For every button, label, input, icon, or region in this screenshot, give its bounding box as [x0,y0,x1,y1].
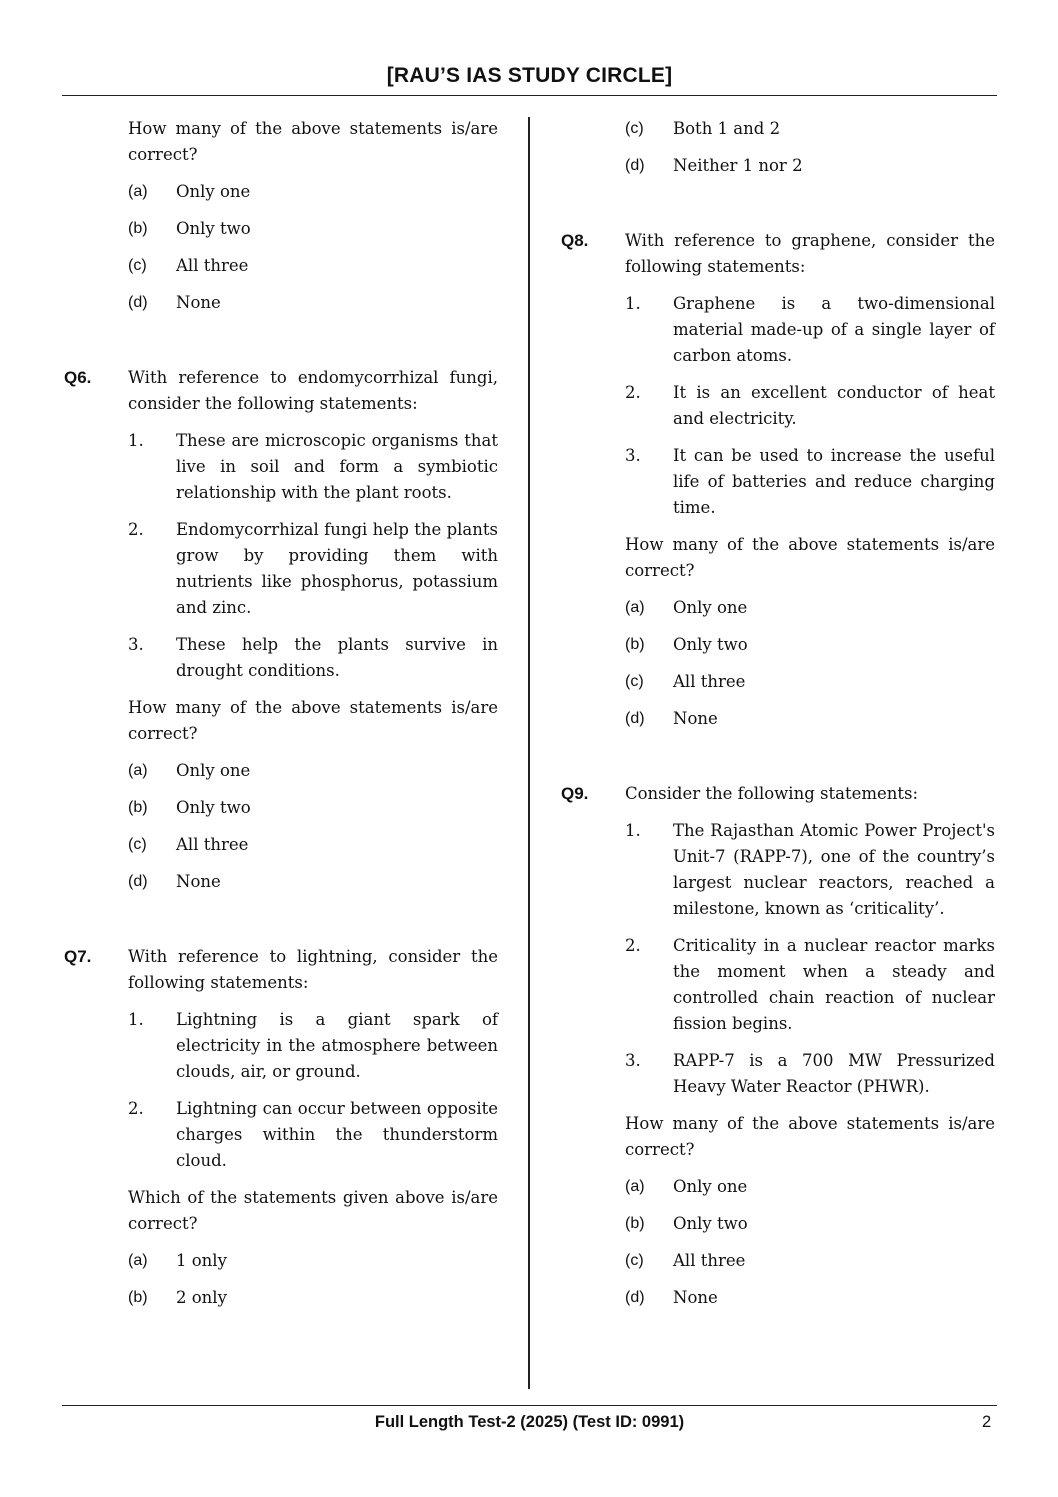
option-c[interactable] [128,253,498,279]
option-a[interactable] [625,595,995,621]
option-d[interactable] [625,1285,995,1311]
statement-3 [625,443,995,521]
statement-list [625,818,995,1100]
option-d[interactable] [625,153,995,179]
statement-number: 3. [128,635,144,654]
statement-2 [128,517,498,621]
option-b[interactable] [128,1285,498,1311]
statement-number: 2. [128,520,144,539]
option-text: Only one [176,182,251,201]
option-letter: (c) [625,120,644,137]
option-text: Neither 1 nor 2 [673,156,803,175]
footer-rule [62,1405,997,1406]
option-text: Only two [176,219,251,238]
statement-text: It can be used to increase the useful life of batteries and reduce charging time. [673,446,995,517]
statement-text: The Rajasthan Atomic Power Project's Unit-7 (RAPP-7), one of the country’s largest nuclear reactors, reached a milestone, known as ‘criticality’. [673,821,995,918]
statement-text: It is an excellent conductor of heat and electricity. [673,383,995,428]
statement-2 [625,380,995,432]
statement-text: Graphene is a two-dimensional material made-up of a single layer of carbon atoms. [673,294,995,365]
option-text: Only one [673,1177,748,1196]
question-prompt: How many of the above statements is/are correct? [625,535,995,580]
question-stem: With reference to lightning, consider the following statements: [128,947,498,992]
option-text: None [176,872,221,891]
statement-2 [625,933,995,1037]
option-text: Both 1 and 2 [673,119,781,138]
statement-number: 3. [625,1051,641,1070]
page-header: [RAU’S IAS STUDY CIRCLE] [386,64,673,87]
question-prompt: Which of the statements given above is/are correct? [128,1188,498,1233]
statement-number: 1. [128,431,144,450]
question-number: Q9. [561,784,589,803]
option-b[interactable] [625,1211,995,1237]
option-a[interactable] [128,758,498,784]
option-b[interactable] [128,216,498,242]
option-text: Only one [176,761,251,780]
question-7-continuation [561,116,995,179]
statement-3 [625,1048,995,1100]
option-text: None [673,709,718,728]
statement-1 [625,291,995,369]
question-8 [561,228,995,732]
option-text: All three [673,672,746,691]
option-letter: (b) [128,1289,148,1306]
option-c[interactable] [128,832,498,858]
statement-number: 2. [128,1099,144,1118]
option-c[interactable] [625,669,995,695]
question-9 [561,781,995,1311]
question-7 [64,944,498,1311]
question-prompt: How many of the above statements is/are correct? [128,119,498,164]
left-column [64,116,498,1322]
option-text: Only two [176,798,251,817]
option-letter: (d) [625,1289,645,1306]
option-text: All three [176,835,249,854]
option-c[interactable] [625,1248,995,1274]
page-number: 2 [982,1413,992,1431]
option-letter: (d) [625,157,645,174]
question-number: Q8. [561,231,589,250]
statement-1 [625,818,995,922]
option-letter: (a) [128,183,148,200]
option-letter: (b) [128,799,148,816]
question-number: Q6. [64,368,92,387]
question-6 [64,365,498,895]
option-a[interactable] [625,1174,995,1200]
question-prompt: How many of the above statements is/are correct? [128,698,498,743]
question-stem: Consider the following statements: [625,784,919,803]
statement-number: 2. [625,936,641,955]
option-letter: (b) [625,636,645,653]
option-letter: (c) [625,673,644,690]
option-text: All three [176,256,249,275]
statement-list [128,1007,498,1174]
option-letter: (c) [128,836,147,853]
option-text: All three [673,1251,746,1270]
statement-number: 1. [625,294,641,313]
statement-number: 2. [625,383,641,402]
question-5-continuation [64,116,498,316]
option-d[interactable] [128,290,498,316]
statement-text: Criticality in a nuclear reactor marks the moment when a steady and controlled chain reaction of nuclear fission begins. [673,936,995,1033]
statement-1 [128,428,498,506]
option-text: 2 only [176,1288,227,1307]
option-text: None [673,1288,718,1307]
option-text: Only one [673,598,748,617]
question-stem: With reference to endomycorrhizal fungi, consider the following statements: [128,368,498,413]
statement-list [128,428,498,684]
option-letter: (b) [128,220,148,237]
option-letter: (c) [625,1252,644,1269]
question-number: Q7. [64,947,92,966]
option-b[interactable] [625,632,995,658]
statement-text: Lightning is a giant spark of electricity in the atmosphere between clouds, air, or ground. [176,1010,498,1081]
statement-text: Lightning can occur between opposite charges within the thunderstorm cloud. [176,1099,498,1170]
header-rule [62,95,997,96]
option-letter: (d) [625,710,645,727]
column-divider [528,117,530,1389]
option-letter: (a) [625,1178,645,1195]
option-letter: (d) [128,294,148,311]
statement-2 [128,1096,498,1174]
statement-number: 3. [625,446,641,465]
option-a[interactable] [128,179,498,205]
option-letter: (a) [128,762,148,779]
statement-3 [128,632,498,684]
option-text: Only two [673,1214,748,1233]
statement-text: Endomycorrhizal fungi help the plants grow by providing them with nutrients like phosphorus, potassium and zinc. [176,520,498,617]
option-letter: (d) [128,873,148,890]
option-letter: (c) [128,257,147,274]
statement-text: These help the plants survive in drought conditions. [176,635,498,680]
option-letter: (a) [128,1252,148,1269]
option-c[interactable] [625,116,995,142]
option-text: None [176,293,221,312]
statement-number: 1. [128,1010,144,1029]
option-d[interactable] [625,706,995,732]
option-b[interactable] [128,795,498,821]
option-text: 1 only [176,1251,227,1270]
question-stem: With reference to graphene, consider the following statements: [625,231,995,276]
statement-list [625,291,995,521]
option-a[interactable] [128,1248,498,1274]
statement-text: RAPP-7 is a 700 MW Pressurized Heavy Water Reactor (PHWR). [673,1051,995,1096]
statement-1 [128,1007,498,1085]
statement-number: 1. [625,821,641,840]
option-letter: (a) [625,599,645,616]
right-column [561,116,995,1322]
statement-text: These are microscopic organisms that live in soil and form a symbiotic relationship with the plant roots. [176,431,498,502]
question-prompt: How many of the above statements is/are correct? [625,1114,995,1159]
option-d[interactable] [128,869,498,895]
option-text: Only two [673,635,748,654]
page-footer: Full Length Test-2 (2025) (Test ID: 0991) [374,1413,685,1431]
option-letter: (b) [625,1215,645,1232]
